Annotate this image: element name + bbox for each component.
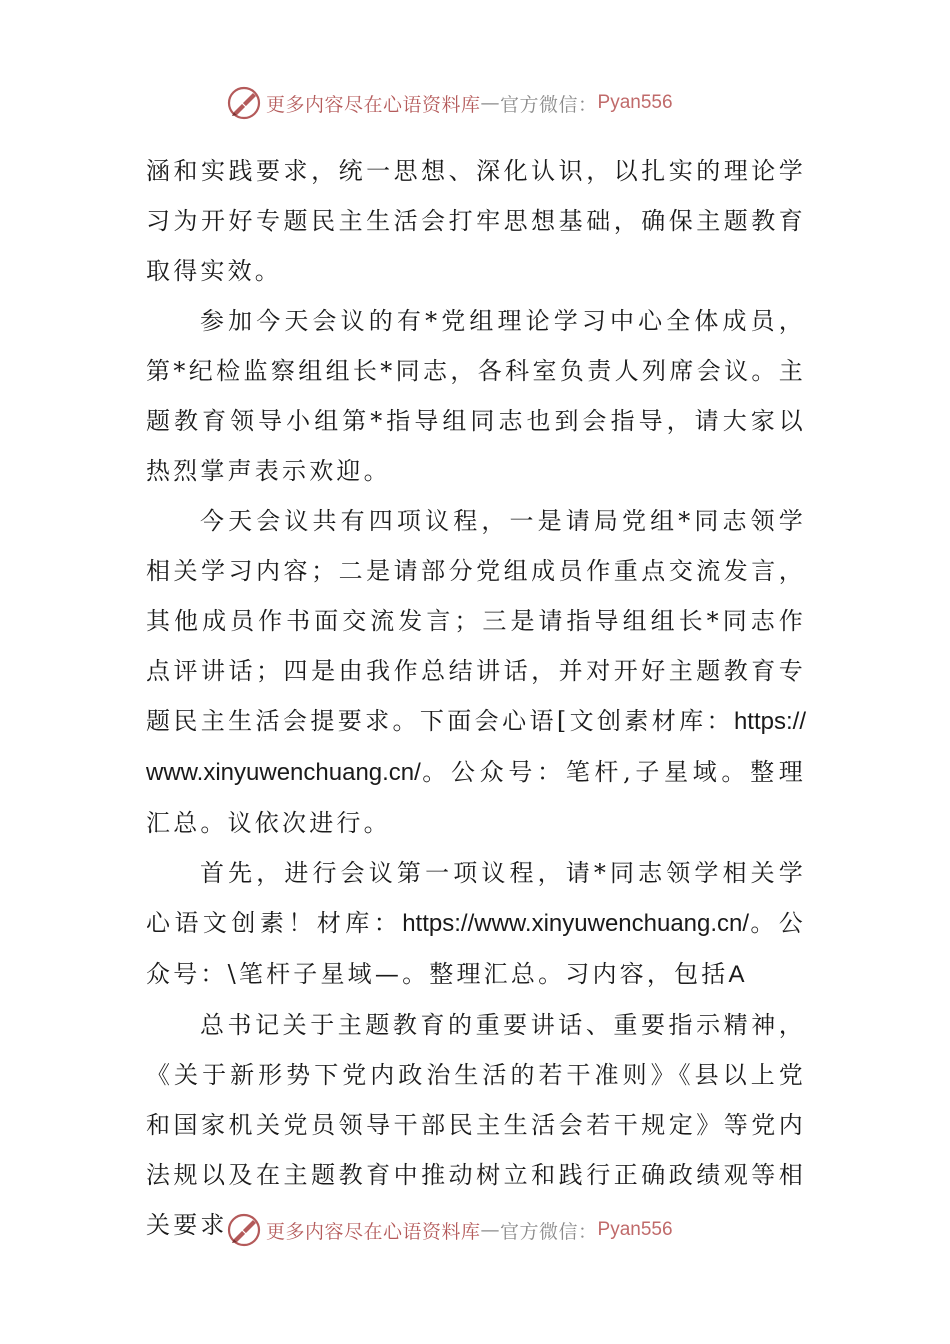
header-watermark-banner [226,83,746,123]
footer-watermark-banner [226,1210,746,1250]
paragraph-4-url: https://www.xinyuwenchuang.cn/ [402,910,750,937]
banner-wechat-id: Pyan556 [597,1219,673,1240]
banner-site-text: 更多内容尽在心语资料库 [266,93,481,116]
paragraph-1: 涵和实践要求，统一思想、深化认识，以扎实的理论学习为开好专题民主生活会打牢思想基础，确保主题教育取得实效。 [146,157,806,285]
banner-dash: — [480,92,501,114]
paragraph-3-text-a: 今天会议共有四项议程，一是请局党组*同志领学相关学习内容；二是请部分党组成员作重点交流发言，其他成员作书面交流发言；三是请指导组组长*同志作点评讲话；四是由我作总结讲话，并对开好主题教育专题民主生活会提要求。下面会心语[文创素材库： [146,507,806,735]
banner-site-text: 更多内容尽在心语资料库 [266,1220,481,1243]
paragraph-2: 参加今天会议的有*党组理论学习中心全体成员，第*纪检监察组组长*同志，各科室负责人列席会议。主题教育领导小组第*指导组同志也到会指导，请大家以热烈掌声表示欢迎。 [146,307,806,485]
paragraph-5: 总书记关于主题教育的重要讲话、重要指示精神，《关于新形势下党内政治生活的若干准则》《县以上党和国家机关党员领导干部民主生活会若干规定》等党内法规以及在主题教育中推动树立和践行正确政绩观等相关要求 [146,1011,806,1239]
paragraph-4 [146,848,806,1000]
paragraph-3-url: https://www.xinyuwenchuang.cn/ [146,708,806,786]
banner-dash: — [480,1219,501,1241]
paragraph-3-text-b: 。公众号：笔杆,子星域。整理汇总。议依次进行。 [146,758,806,837]
banner-wechat-label: 官方微信： [500,93,598,116]
banner-wechat-label: 官方微信： [500,1220,598,1243]
document-body [146,146,806,1250]
paragraph-3 [146,496,806,848]
banner-wechat-id: Pyan556 [597,92,673,113]
pen-logo-icon [226,1212,262,1248]
pen-logo-icon [226,85,262,121]
paragraph-4-text-c: A [728,961,745,988]
paragraph-4-text-a: 首先，进行会议第一项议程，请*同志领学相关学心语文创素！材库： [146,859,806,937]
paragraph-4-text-b: 。公众号：\笔杆子星域—。整理汇总。习内容，包括 [146,909,806,988]
